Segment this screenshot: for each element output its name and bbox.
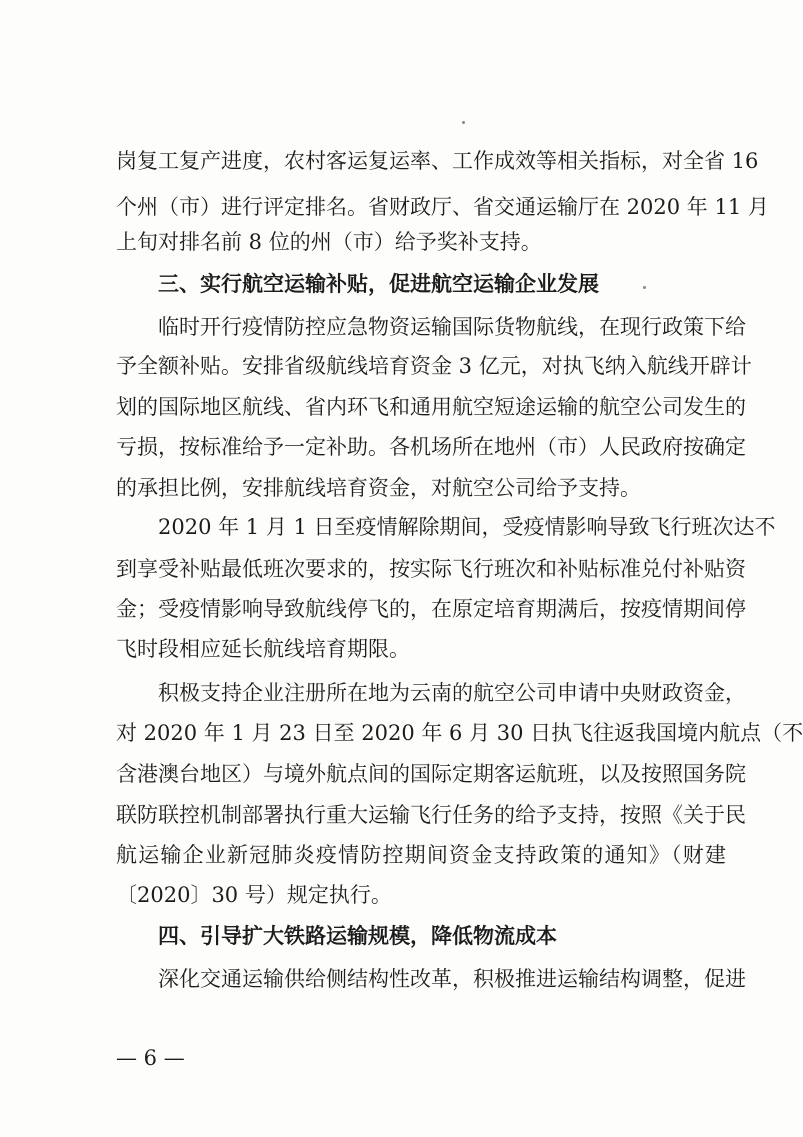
body-line: 〔2020〕30 号）规定执行。 (116, 883, 392, 907)
body-line: 划的国际地区航线、省内环飞和通用航空短途运输的航空公司发生的 (116, 395, 746, 419)
body-line: 的承担比例，安排航线培育资金，对航空公司给予支持。 (116, 476, 641, 500)
body-line: 联防联控机制部署执行重大运输飞行任务的给予支持，按照《关于民 (116, 803, 746, 827)
body-line: 金；受疫情影响导致航线停飞的，在原定培育期满后，按疫情期间停 (116, 597, 746, 621)
body-line: 航运输企业新冠肺炎疫情防控期间资金支持政策的通知》（财建 (116, 843, 726, 867)
body-line: 含港澳台地区）与境外航点间的国际定期客运航班，以及按照国务院 (116, 762, 746, 786)
body-line: 岗复工复产进度，农村客运复运率、工作成效等相关指标，对全省 16 (116, 149, 759, 173)
body-line: 亏损，按标准给予一定补助。各机场所在地州（市）人民政府按确定 (116, 435, 746, 459)
page-number: — 6 — (116, 1046, 185, 1070)
body-line: 临时开行疫情防控应急物资运输国际货物航线，在现行政策下给 (158, 315, 746, 339)
body-line: 对 2020 年 1 月 23 日至 2020 年 6 月 30 日执飞往返我国境内航点（不 (116, 721, 803, 745)
section-heading-4: 四、引导扩大铁路运输规模，降低物流成本 (158, 924, 557, 948)
body-line: 个州（市）进行评定排名。省财政厅、省交通运输厅在 2020 年 11 月 (116, 195, 769, 219)
body-line: 积极支持企业注册所在地为云南的航空公司申请中央财政资金， (158, 681, 746, 705)
section-heading-3: 三、实行航空运输补贴，促进航空运输企业发展 (158, 272, 599, 296)
body-line: 飞时段相应延长航线培育期限。 (116, 637, 410, 661)
body-line: 予全额补贴。安排省级航线培育资金 3 亿元，对执飞纳入航线开辟计 (116, 354, 752, 378)
scan-speck (643, 286, 646, 289)
body-line: 到享受补贴最低班次要求的，按实际飞行班次和补贴标准兑付补贴资 (116, 557, 746, 581)
body-line: 2020 年 1 月 1 日至疫情解除期间，受疫情影响导致飞行班次达不 (158, 515, 776, 539)
body-line: 上旬对排名前 8 位的州（市）给予奖补支持。 (116, 230, 542, 254)
scan-speck (462, 121, 465, 124)
body-line: 深化交通运输供给侧结构性改革，积极推进运输结构调整，促进 (158, 967, 746, 991)
